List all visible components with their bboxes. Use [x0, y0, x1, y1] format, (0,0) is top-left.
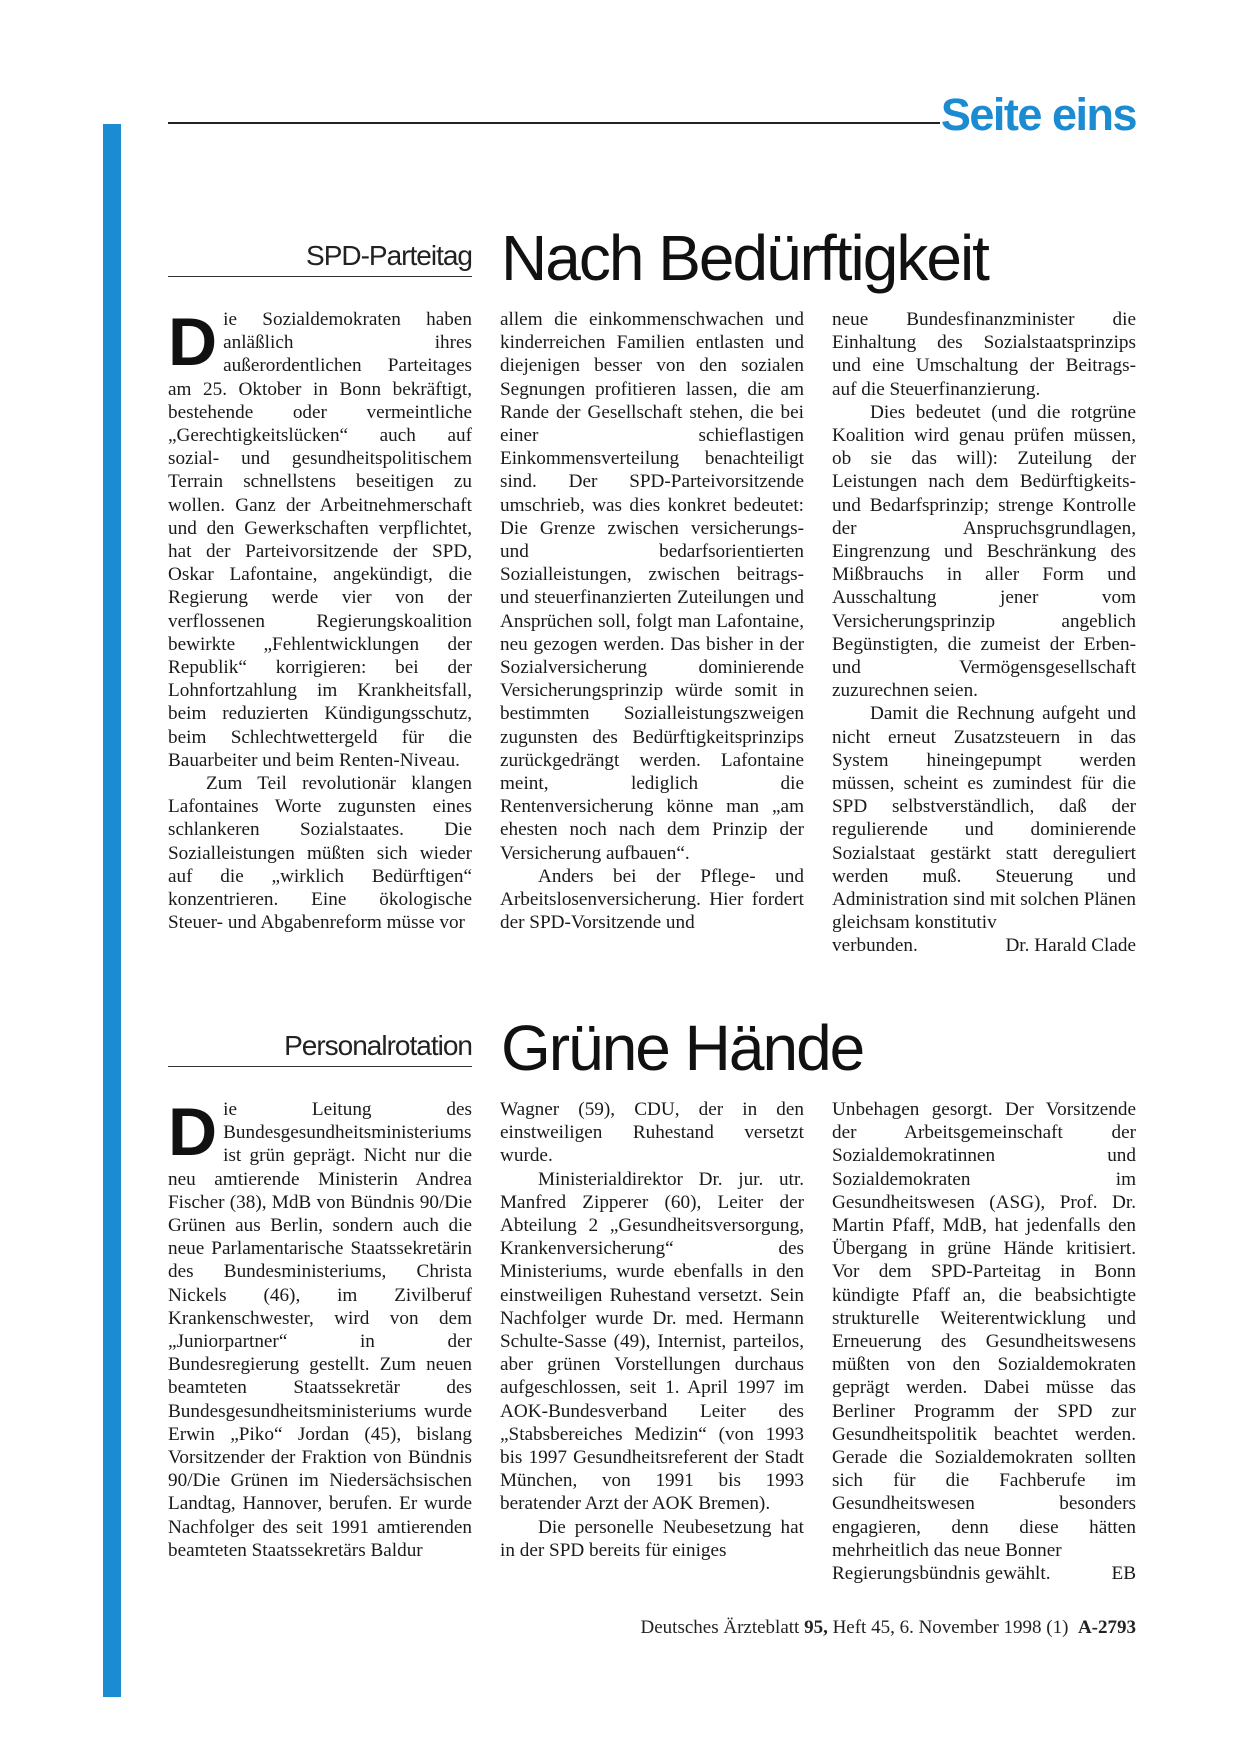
article-columns	[168, 1094, 1136, 1585]
column-3	[832, 308, 1136, 958]
paragraph: allem die einkommenschwachen und kinderreichen Familien entlasten und diejenigen besser von den sozialen Segnungen profitieren lassen, die am Rande der Gesellschaft stehen, die bei einer schieflastigen Einkommensverteilung benachteiligt sind. Der SPD-Parteivorsitzende umschrieb, was dies konkret bedeutet: Die Grenze zwischen versicherungs- und bedarfsorientierten Sozialleistungen, zwischen beitrags- und steuerfinanzierten Zuteilungen und Ansprüchen soll, folgt man Lafontaine, neu gezogen werden. Das bisher in der Sozialversicherung dominierende Versicherungsprinzip würde somit in bestimmten Sozialleistungszweigen zugunsten des Bedürftigkeitsprinzips zurückgedrängt werden. Lafontaine meint, lediglich die Rentenversicherung könne man „am ehesten noch nach dem Prinzip der Versicherung aufbauen“.	[500, 309, 804, 864]
paragraph: Wagner (59), CDU, der in den einstweiligen Ruhestand versetzt wurde.	[500, 1099, 804, 1167]
article-columns	[168, 304, 1136, 958]
column-1	[168, 304, 472, 958]
paragraph: Die personelle Neubesetzung hat in der SPD bereits für einiges	[500, 1516, 804, 1561]
paragraph: Damit die Rechnung aufgeht und nicht erneut Zusatzsteuern in das System hineingepumpt werden müssen, scheint es zumindest für die SPD selbstverständlich, daß der regulierende und dominierende Sozialstaat gestärkt statt dereguliert werden muß. Steuerung und Administration sind mit solchen Plänen gleichsam konstitutiv	[832, 703, 1136, 934]
article-kicker: Personalrotation	[168, 1032, 472, 1067]
column-2	[500, 1098, 804, 1585]
closing-text: verbunden.	[832, 935, 918, 957]
column-2	[500, 308, 804, 958]
paragraph: Dies bedeutet (und die rotgrüne Koalition wird genau prüfen müssen, ob sie das will): Zuteilung der Leistungen nach dem Bedürftigkeits- und Bedarfsprinzip; strenge Kontrolle der Anspruchsgrundlagen, Eingrenzung und Beschränkung des Mißbrauchs in aller Form und Ausschaltung jener vom Versicherungsprinzip angeblich Begünstigten, die zumeist der Erben- und Vermögensgesellschaft zuzurechnen seien.	[832, 401, 1136, 702]
paragraph: neue Bundesfinanzminister die Einhaltung des Sozialstaatsprinzips und eine Umschaltung der Beitrags- auf die Steuerfinanzierung.	[832, 309, 1136, 400]
drop-cap: D	[168, 1094, 218, 1170]
paragraph: Zum Teil revolutionär klangen Lafontaines Worte zugunsten eines schlankeren Sozialstaates. Die Sozialleistungen müßten sich wieder auf die „wirklich Bedürftigen“ konzentrieren. Eine ökologische Steuer- und Abgabenreform müsse vor	[168, 773, 472, 934]
article-headline: Grüne Hände	[501, 1012, 864, 1084]
drop-cap: D	[168, 304, 218, 380]
page-number: A-2793	[1077, 1617, 1136, 1638]
article-kicker: SPD-Parteitag	[168, 242, 472, 277]
paragraph: Unbehagen gesorgt. Der Vorsitzende der Arbeitsgemeinschaft der Sozialdemokratinnen und Sozialdemokraten im Gesundheitswesen (ASG), Prof. Dr. Martin Pfaff, MdB, hat jedenfalls den Übergang in grüne Hände kritisiert. Vor dem SPD-Parteitag in Bonn kündigte Pfaff an, die beabsichtigte strukturelle Weiterentwicklung und Erneuerung des Gesundheitswesens müßten von den Sozialdemokraten geprägt werden. Dabei müsse das Berliner Programm der SPD zur Gesundheitspolitik beachtet werden. Gerade die Sozialdemokraten sollten sich für die Fachberufe im Gesundheitswesen besonders engagieren, denn diese hätten mehrheitlich das neue Bonner	[832, 1099, 1136, 1561]
section-title: Seite eins	[940, 89, 1136, 140]
column-3	[832, 1098, 1136, 1585]
paragraph: Ministerialdirektor Dr. jur. utr. Manfred Zipperer (60), Leiter der Abteilung 2 „Gesundheitsversorgung, Krankenversicherung“ des Ministeriums, wurde ebenfalls in den einstweiligen Ruhestand versetzt. Sein Nachfolger wurde Dr. med. Hermann Schulte-Sasse (49), Internist, parteilos, aber grünen Vorstellungen durchaus aufgeschlossen, seit 1. April 1997 im AOK-Bundesverband Leiter des „Stabsbereiches Medizin“ (von 1993 bis 1997 Gesundheitsreferent der Stadt München, von 1991 bis 1993 beratender Arzt der AOK Bremen).	[500, 1168, 804, 1515]
blue-margin-bar	[103, 124, 121, 1697]
page-footer	[641, 1617, 1136, 1639]
author-name: Dr. Harald Clade	[1005, 935, 1136, 957]
signature-line	[832, 934, 1136, 957]
top-rule	[168, 122, 940, 124]
signature-line	[832, 1562, 1136, 1585]
volume-number: 95,	[804, 1617, 828, 1638]
paragraph: Die Sozialdemokraten haben anläßlich ihres außerordentlichen Parteitages am 25. Oktober in Bonn bekräftigt, bestehende oder vermeintliche „Gerechtigkeitslücken“ auch auf sozial- und gesundheitspolitischem Terrain schnellstens beseitigen zu wollen. Ganz der Arbeitnehmerschaft und den Gewerkschaften verpflichtet, hat der Parteivorsitzende der SPD, Oskar Lafontaine, angekündigt, die Regierung werde vier von der verflossenen Regierungskoalition bewirkte „Fehlentwicklungen der Republik“ korrigieren: bei der Lohnfortzahlung im Krankheitsfall, beim reduzierten Kündigungsschutz, beim Schlechtwettergeld für die Bauarbeiter und beim Renten-Niveau.	[168, 304, 472, 771]
author-name: EB	[1111, 1563, 1136, 1585]
journal-name: Deutsches Ärzteblatt	[640, 1617, 800, 1638]
column-1	[168, 1094, 472, 1585]
paragraph: Die Leitung des Bundesgesundheitsministeriums ist grün geprägt. Nicht nur die neu amtierende Ministerin Andrea Fischer (38), MdB von Bündnis 90/Die Grünen aus Berlin, sondern auch die neue Parlamentarische Staatssekretärin des Bundesministeriums, Christa Nickels (46), im Zivilberuf Krankenschwester, wird von dem „Juniorpartner“ in der Bundesregierung gestellt. Zum neuen beamteten Staatssekretär des Bundesgesundheitsministeriums wurde Erwin „Piko“ Jordan (45), bislang Vorsitzender der Fraktion von Bündnis 90/Die Grünen im Niedersächsischen Landtag, Hannover, berufen. Er wurde Nachfolger des seit 1991 amtierenden beamteten Staatssekretärs Baldur	[168, 1094, 472, 1561]
paragraph: Anders bei der Pflege- und Arbeitslosenversicherung. Hier fordert der SPD-Vorsitzende und	[500, 865, 804, 934]
issue-info: Heft 45, 6. November 1998 (1)	[832, 1617, 1069, 1638]
article-headline: Nach Bedürftigkeit	[501, 222, 988, 294]
closing-text: Regierungsbündnis gewählt.	[832, 1563, 1051, 1585]
